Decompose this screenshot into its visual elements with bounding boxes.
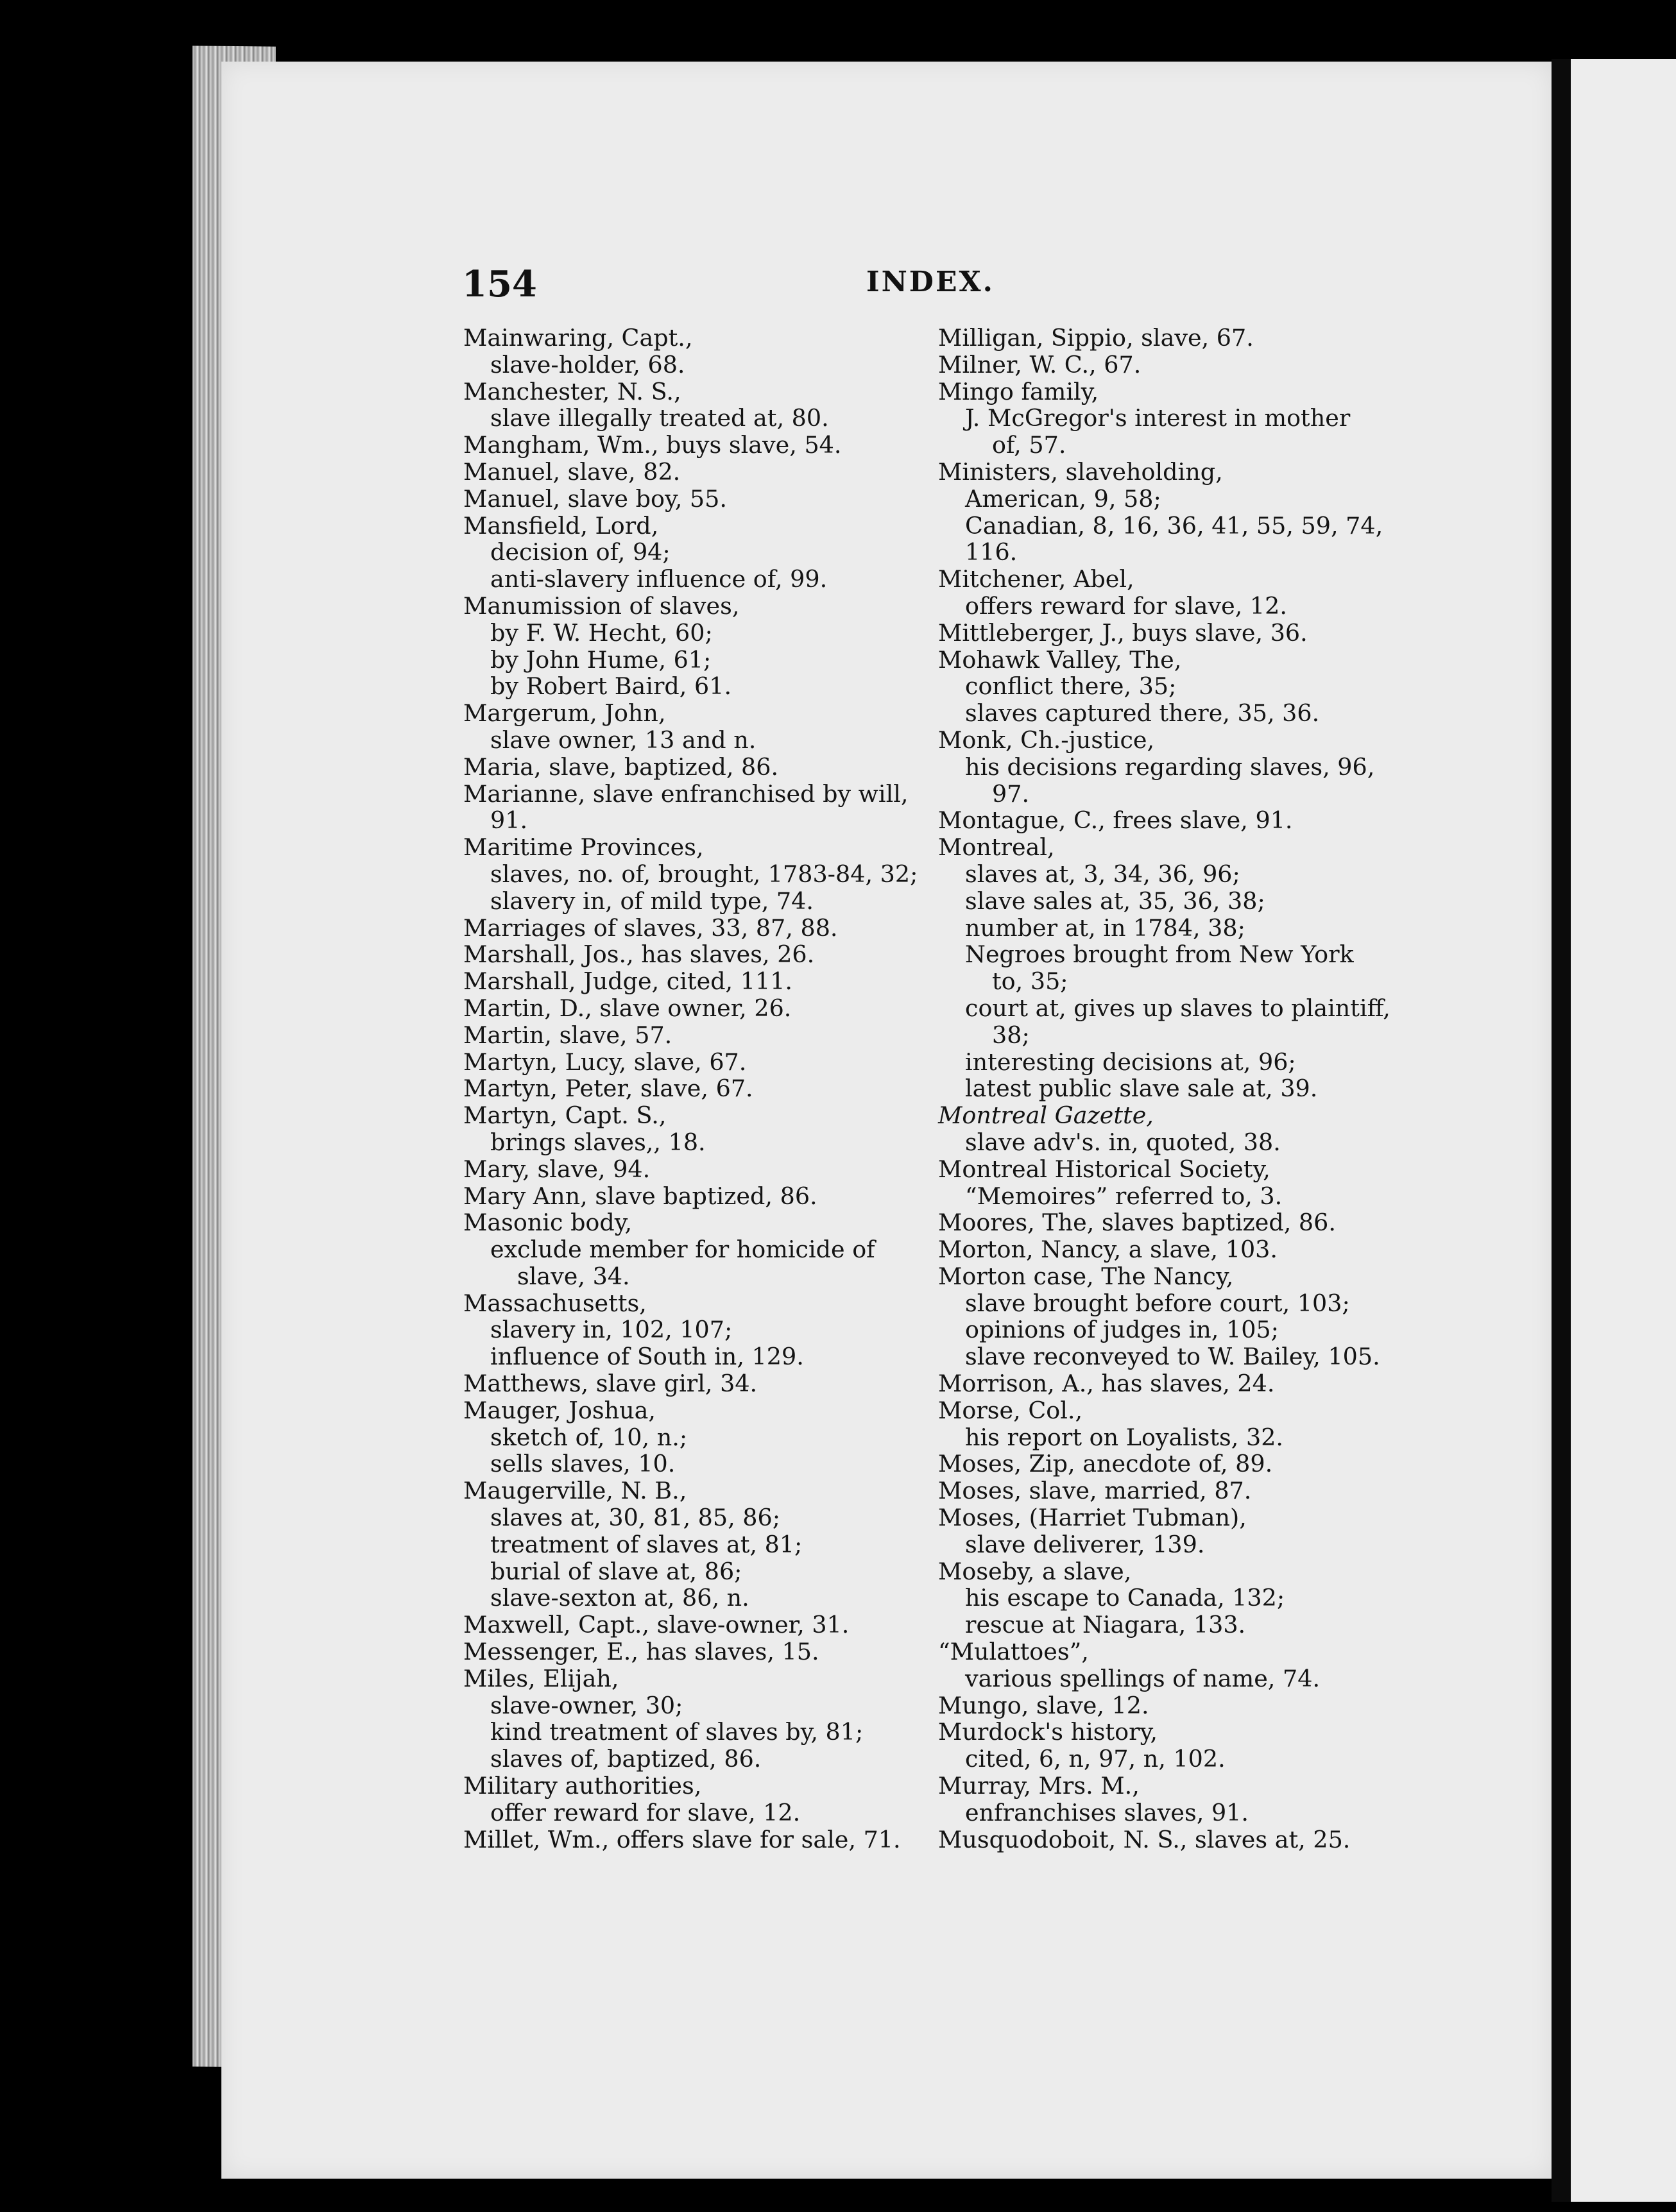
index-entry: Messenger, E., has slaves, 15. [463,1638,819,1666]
index-entry: Martin, slave, 57. [463,1021,672,1049]
index-entry: Manchester, N. S., [463,377,681,405]
index-entry: Montreal, [938,833,1055,862]
index-column-left [463,325,938,1853]
running-head: INDEX. [866,266,995,298]
index-entry: Massachusetts, [463,1289,647,1317]
index-subentry: slaves at, 30, 81, 85, 86; [490,1504,781,1532]
index-subentry: rescue at Niagara, 133. [965,1611,1246,1639]
index-entry: Matthews, slave girl, 34. [463,1370,758,1398]
index-subentry: slave-holder, 68. [490,350,685,379]
index-subentry: 97. [992,779,1030,808]
index-entry: Margerum, John, [463,699,666,727]
index-entry: Martin, D., slave owner, 26. [463,994,792,1022]
index-subentry: slaves, no. of, brought, 1783-84, 32; [490,860,918,888]
index-subentry: slave, 34. [517,1262,630,1290]
index-entry: Maritime Provinces, [463,833,704,862]
index-subentry: various spellings of name, 74. [965,1664,1321,1692]
index-subentry: sells slaves, 10. [490,1450,676,1478]
index-subentry: Negroes brought from New York [965,940,1354,969]
index-subentry: American, 9, 58; [965,484,1161,513]
index-subentry: slave illegally treated at, 80. [490,404,829,432]
index-entry: Ministers, slaveholding, [938,457,1223,486]
index-subentry: burial of slave at, 86; [490,1557,742,1585]
index-entry: Morrison, A., has slaves, 24. [938,1370,1275,1398]
index-subentry: slave adv's. in, quoted, 38. [965,1128,1281,1156]
index-subentry: decision of, 94; [490,538,671,566]
index-entry: Mingo family, [938,377,1099,405]
facing-page-edge [1571,59,1676,2202]
index-subentry: exclude member for homicide of [490,1236,875,1264]
index-subentry: slave sales at, 35, 36, 38; [965,887,1265,915]
index-entry: Moses, Zip, anecdote of, 89. [938,1450,1273,1478]
index-entry: Marriages of slaves, 33, 87, 88. [463,914,838,942]
index-entry: Maxwell, Capt., slave-owner, 31. [463,1611,850,1639]
book-gutter [1552,59,1572,2202]
index-entry: Moses, (Harriet Tubman), [938,1504,1247,1532]
index-entry: Musquodoboit, N. S., slaves at, 25. [938,1825,1351,1853]
index-entry: Milligan, Sippio, slave, 67. [938,324,1254,352]
index-subentry: his escape to Canada, 132; [965,1584,1285,1612]
page-number: 154 [462,263,537,305]
index-entry: Mitchener, Abel, [938,565,1134,593]
index-entry: Marianne, slave enfranchised by will, [463,779,909,808]
index-entry: Maugerville, N. B., [463,1477,687,1505]
index-subentry: slaves captured there, 35, 36. [965,699,1320,727]
index-subentry: Canadian, 8, 16, 36, 41, 55, 59, 74, [965,511,1383,540]
index-subentry: by F. W. Hecht, 60; [490,618,713,647]
index-entry: “Mulattoes”, [938,1638,1089,1666]
index-entry: Morse, Col., [938,1396,1083,1424]
index-subentry: offers reward for slave, 12. [965,591,1287,620]
index-entry: Mohawk Valley, The, [938,645,1182,674]
index-subentry: brings slaves,, 18. [490,1128,706,1156]
index-subentry: latest public slave sale at, 39. [965,1075,1318,1103]
index-subentry: slave brought before court, 103; [965,1289,1350,1317]
index-subentry: enfranchises slaves, 91. [965,1798,1249,1826]
index-subentry: his decisions regarding slaves, 96, [965,753,1375,781]
index-subentry: slave reconveyed to W. Bailey, 105. [965,1343,1380,1371]
index-entry: Masonic body, [463,1209,633,1237]
index-subentry: of, 57. [992,431,1066,459]
index-subentry: slave-sexton at, 86, n. [490,1584,749,1612]
index-entry: Mittleberger, J., buys slave, 36. [938,618,1308,647]
index-subentry: influence of South in, 129. [490,1343,804,1371]
index-entry: Martyn, Capt. S., [463,1102,667,1130]
index-entry: Millet, Wm., offers slave for sale, 71. [463,1825,901,1853]
index-subentry: by Robert Baird, 61. [490,672,732,701]
index-entry: Mangham, Wm., buys slave, 54. [463,431,842,459]
index-entry: Manuel, slave, 82. [463,457,681,486]
index-entry: Moseby, a slave, [938,1557,1132,1585]
index-subentry: court at, gives up slaves to plaintiff, [965,994,1390,1022]
index-subentry: treatment of slaves at, 81; [490,1530,803,1558]
index-entry: Milner, W. C., 67. [938,350,1142,379]
index-subentry: number at, in 1784, 38; [965,914,1245,942]
index-subentry: J. McGregor's interest in mother [965,404,1351,432]
index-entry: Murray, Mrs. M., [938,1772,1140,1800]
index-entry: Moses, slave, married, 87. [938,1477,1252,1505]
index-subentry: slaves of, baptized, 86. [490,1745,762,1773]
index-subentry: 38; [992,1021,1030,1049]
index-entry: Military authorities, [463,1772,702,1800]
index-entry: Manumission of slaves, [463,591,740,620]
index-subentry: anti-slavery influence of, 99. [490,565,828,593]
index-entry: Mary, slave, 94. [463,1155,651,1183]
index-subentry: his report on Loyalists, 32. [965,1423,1284,1451]
index-subentry: slavery in, 102, 107; [490,1316,733,1344]
index-entry: Martyn, Peter, slave, 67. [463,1075,753,1103]
index-entry: Morton, Nancy, a slave, 103. [938,1236,1278,1264]
index-subentry: sketch of, 10, n.; [490,1423,688,1451]
index-entry: Monk, Ch.-justice, [938,726,1155,754]
index-entry: Montreal Gazette, [938,1102,1154,1130]
index-entry: Morton case, The Nancy, [938,1262,1234,1290]
index-subentry: slave deliverer, 139. [965,1530,1205,1558]
index-subentry: interesting decisions at, 96; [965,1048,1296,1076]
index-subentry: slave-owner, 30; [490,1691,683,1719]
index-entry: Marshall, Jos., has slaves, 26. [463,940,815,969]
index-entry: Mauger, Joshua, [463,1396,656,1424]
index-subentry: “Memoires” referred to, 3. [965,1182,1283,1210]
index-entry: Montague, C., frees slave, 91. [938,806,1293,835]
index-subentry: by John Hume, 61; [490,645,712,674]
index-entry: Martyn, Lucy, slave, 67. [463,1048,747,1076]
index-entry: Murdock's history, [938,1718,1158,1746]
index-subentry: opinions of judges in, 105; [965,1316,1279,1344]
index-subentry: kind treatment of slaves by, 81; [490,1718,864,1746]
index-subentry: slaves at, 3, 34, 36, 96; [965,860,1240,888]
index-entry: Marshall, Judge, cited, 111. [463,967,793,996]
index-subentry: conflict there, 35; [965,672,1177,701]
index-subentry: to, 35; [992,967,1068,996]
index-entry: Montreal Historical Society, [938,1155,1270,1183]
index-subentry: cited, 6, n, 97, n, 102. [965,1745,1226,1773]
index-entry: Mungo, slave, 12. [938,1691,1149,1719]
index-column-right [938,325,1413,1853]
index-subentry: 91. [490,806,528,835]
index-subentry: 116. [965,538,1018,566]
index-subentry: offer reward for slave, 12. [490,1798,801,1826]
index-subentry: slavery in, of mild type, 74. [490,887,814,915]
index-subentry: slave owner, 13 and n. [490,726,757,754]
index-entry: Mainwaring, Capt., [463,324,693,352]
index-entry: Maria, slave, baptized, 86. [463,753,779,781]
index-entry: Mary Ann, slave baptized, 86. [463,1182,817,1210]
index-entry: Moores, The, slaves baptized, 86. [938,1209,1336,1237]
index-entry: Mansfield, Lord, [463,511,659,540]
index-entry: Miles, Elijah, [463,1664,619,1692]
page-header [462,263,1399,321]
index-entry: Manuel, slave boy, 55. [463,484,727,513]
